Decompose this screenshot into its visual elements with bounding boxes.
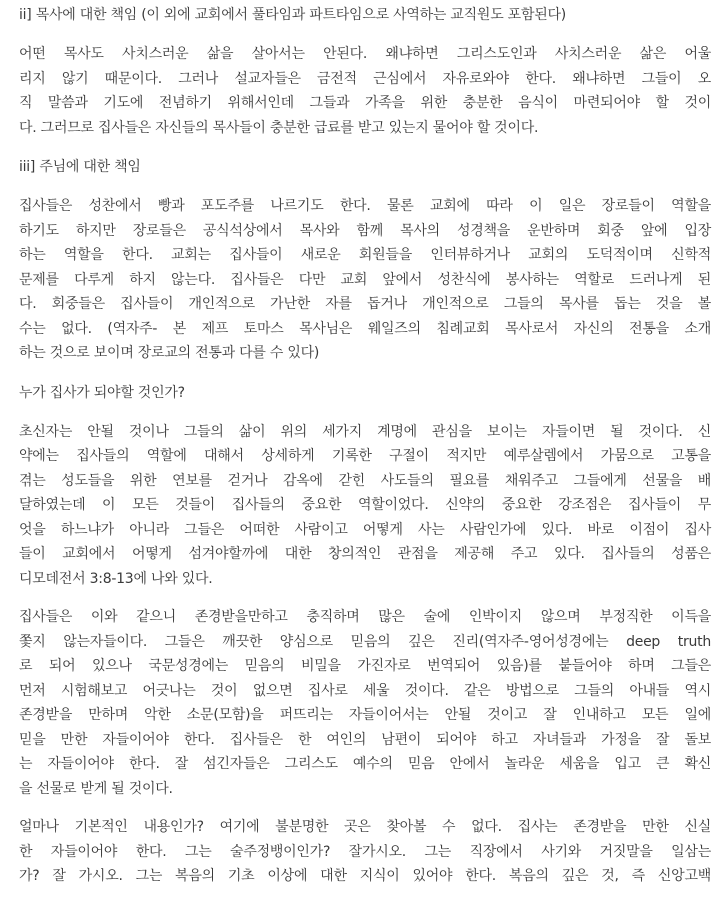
text-line: 한 자들이어야 한다. 그는 술주정뱅이인가? 잘가시오. 그는 직장에서 사기와 거짓말을 일삼는 — [19, 843, 711, 860]
text-line: 어떤 목사도 사치스러운 삶을 살아서는 안된다. 왜냐하면 그리스도인과 사치스러운 삶은 어울 — [19, 46, 711, 62]
text-line: 하는 역할을 한다. 교회는 집사들이 새로운 회원들을 인터뷰하거나 교회의 도덕적이며 신학적 — [19, 247, 711, 263]
question-heading: 누가 집사가 되야할 것인가? — [19, 384, 185, 401]
text-line: 믿을 만한 자들이어야 한다. 집사들은 한 여인의 남편이 되어야 하고 자녀들과 가정을 잘 돌보 — [19, 731, 711, 748]
text-line: 약에는 집사들의 역할에 대해서 상세하게 기록한 구절이 적지만 예루살렘에서 가뭄으로 고통을 — [19, 448, 711, 464]
text-line: 초신자는 안될 것이나 그들의 삶이 위의 세가지 계명에 관심을 보이는 자들이면 될 것이다. 신 — [19, 423, 711, 440]
text-line: 들이 교회에서 어떻게 섬겨야할까에 대한 창의적인 관점을 제공해 주고 있다. 집사들의 성품은 — [19, 546, 711, 562]
paragraph-who-deacon — [19, 420, 711, 592]
text-line: 쫓지 않는자들이다. 그들은 깨끗한 양심으로 믿음의 깊은 진리(역자주-영어성경에는 deep truth — [19, 633, 711, 650]
text-line: 집사들은 성찬에서 빵과 포도주를 나르기도 한다. 물론 교회에 따라 이 일은 장로들이 역할을 — [19, 198, 711, 214]
text-line: 먼저 시험해보고 어긋나는 것이 없으면 집사로 세울 것이다. 같은 방법으로 그들의 아내들 역시 — [19, 682, 711, 699]
text-line: 로 되어 있으나 국문성경에는 믿음의 비밀을 가진자로 번역되어 있음)를 붙들어야 하며 그들은 — [19, 658, 711, 674]
text-line: 가? 잘 가시오. 그는 복음의 기초 이상에 대한 지식이 있어야 한다. 복음의 깊은 것, 즉 신앙고백 — [19, 868, 711, 884]
text-line: 다. 회중들은 집사들이 개인적으로 가난한 자를 돕거나 개인적으로 그들의 목사를 돕는 것을 볼 — [19, 296, 711, 312]
text-line: 겪는 성도들을 위한 연보를 걷거나 감옥에 갇힌 사도들의 필요를 채워주고 그들에게 선물을 배 — [19, 472, 711, 489]
text-line: 리지 않기 때문이다. 그러나 설교자들은 금전적 근심에서 자유로와야 한다. 왜냐하면 그들이 오 — [19, 70, 711, 87]
text-line: 달하였는데 이 모든 것들이 집사들의 중요한 역할이었다. 신약의 중요한 강조점은 집사들이 무 — [19, 497, 711, 513]
text-line: 얼마나 기본적인 내용인가? 여기에 불분명한 곳은 찾아볼 수 없다. 집사는 존경받을 만한 신실 — [19, 819, 711, 835]
document-body — [19, 0, 711, 889]
text-line: 수는 없다. (역자주- 본 제프 토마스 목사님은 웨일즈의 침례교회 목사로서 자신의 전통을 소개 — [19, 320, 711, 337]
paragraph-communion — [19, 194, 711, 366]
section-heading-lord: iii] 주님에 대한 책임 — [19, 159, 141, 175]
text-line: 하기도 하지만 장로들은 공식석상에서 목사와 함께 목사의 성경책을 운반하며 회중 앞에 입장 — [19, 222, 711, 239]
text-line: 다. 그러므로 집사들은 자신들의 목사들이 충분한 급료를 받고 있는지 물어야 할 것이다. — [19, 119, 539, 136]
paragraph-pastor-support — [19, 42, 711, 140]
text-line: 직 말씀과 기도에 전념하기 위해서인데 그들과 가족을 위한 충분한 음식이 마련되어야 할 것이 — [19, 95, 711, 111]
text-line: 을 선물로 받게 될 것이다. — [19, 780, 173, 797]
text-line: 문제를 다루게 하지 않는다. 집사들은 다만 교회 앞에서 성찬식에 봉사하는 역할로 드러나게 된 — [19, 271, 711, 288]
section-heading-pastor: ii] 목사에 대한 책임 (이 외에 교회에서 풀타임과 파트타임으로 사역하는 교직원도 포함된다) — [19, 7, 566, 23]
paragraph-basic-content — [19, 815, 711, 889]
text-line: 집사들은 이와 같으니 존경받을만하고 충직하며 많은 술에 인박이지 않으며 부정직한 이득을 — [19, 609, 711, 625]
paragraph-deacon-qualities — [19, 605, 711, 801]
text-line: 디모데전서 3:8-13에 나와 있다. — [19, 570, 213, 587]
text-line: 하는 것으로 보이며 장로교의 전통과 다를 수 있다) — [19, 345, 320, 361]
text-line: 존경받을 만하며 악한 소문(모함)을 퍼뜨리는 자들이어서는 안될 것이고 잘 인내하고 모든 일에 — [19, 707, 711, 723]
text-line: 는 자들이어야 한다. 잘 섬긴자들은 그리스도 예수의 믿음 안에서 놀라운 세움을 입고 큰 확신 — [19, 756, 711, 772]
text-line: 엇을 하느냐가 아니라 그들은 어떠한 사람이고 어떻게 사는 사람인가에 있다. 바로 이점이 집사 — [19, 521, 711, 538]
